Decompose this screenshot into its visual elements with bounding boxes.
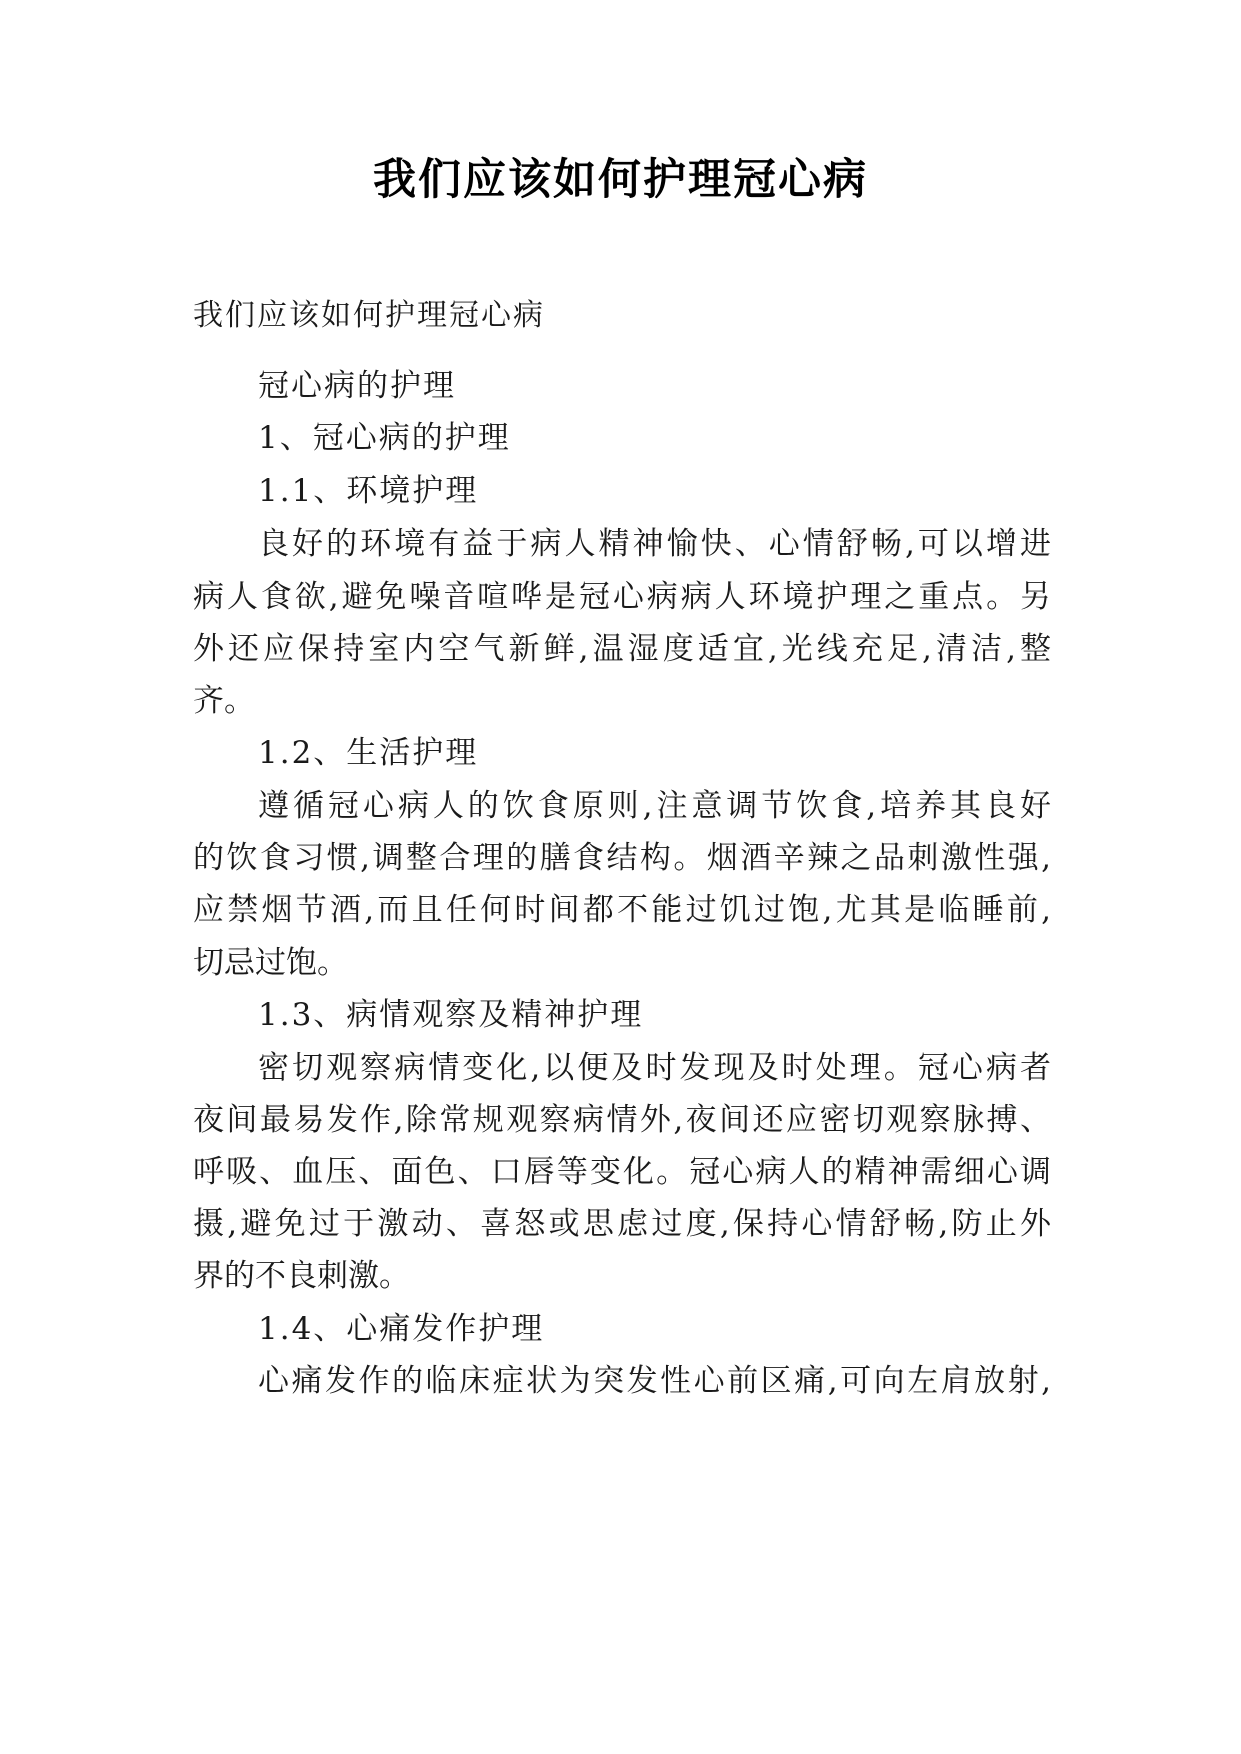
paragraph-line: 界的不良刺激。	[193, 1258, 410, 1294]
paragraph-line: 密切观察病情变化,以便及时发现及时处理。冠心病者	[258, 1050, 1051, 1086]
document-title: 我们应该如何护理冠心病	[373, 155, 868, 205]
paragraph-line: 病人食欲,避免噪音喧哗是冠心病病人环境护理之重点。另	[193, 579, 1051, 615]
subsection-heading: 1.1、环境护理	[258, 473, 479, 509]
paragraph-line: 外还应保持室内空气新鲜,温湿度适宜,光线充足,清洁,整	[193, 631, 1051, 667]
subsection-heading: 1.4、心痛发作护理	[258, 1311, 545, 1347]
subsection-heading: 1.3、病情观察及精神护理	[258, 997, 644, 1033]
paragraph-line: 切忌过饱。	[193, 945, 348, 981]
section-heading: 1、冠心病的护理	[258, 420, 511, 456]
paragraph-line: 心痛发作的临床症状为突发性心前区痛,可向左肩放射,	[258, 1363, 1051, 1399]
paragraph-line: 良好的环境有益于病人精神愉快、心情舒畅,可以增进	[258, 526, 1051, 562]
paragraph-line: 摄,避免过于激动、喜怒或思虑过度,保持心情舒畅,防止外	[193, 1206, 1051, 1242]
paragraph-line: 夜间最易发作,除常规观察病情外,夜间还应密切观察脉搏、	[193, 1102, 1051, 1138]
paragraph-line: 的饮食习惯,调整合理的膳食结构。烟酒辛辣之品刺激性强,	[193, 840, 1051, 876]
subsection-heading: 1.2、生活护理	[258, 735, 479, 771]
paragraph-line: 应禁烟节酒,而且任何时间都不能过饥过饱,尤其是临睡前,	[193, 892, 1051, 928]
paragraph-line: 呼吸、血压、面色、口唇等变化。冠心病人的精神需细心调	[193, 1154, 1051, 1190]
section-heading: 冠心病的护理	[258, 368, 456, 404]
document-subtitle: 我们应该如何护理冠心病	[193, 298, 545, 333]
paragraph-line: 遵循冠心病人的饮食原则,注意调节饮食,培养其良好	[258, 788, 1051, 824]
paragraph-line: 齐。	[193, 683, 255, 719]
